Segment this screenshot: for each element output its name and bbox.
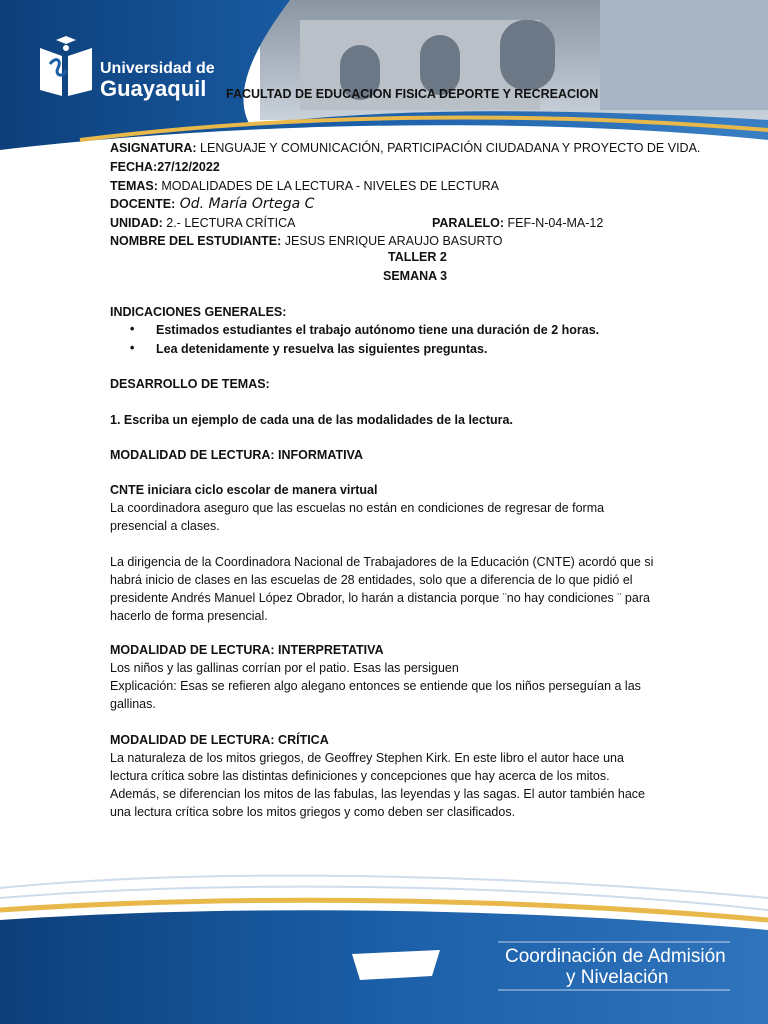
indicacion-item-1: Estimados estudiantes el trabajo autónomo tiene una duración de 2 horas. — [156, 323, 600, 337]
critica-line2: lectura crítica sobre las distintas definiciones y concepciones que hay acerca de los mitos. — [110, 769, 610, 783]
informativa-p2-line2: habrá inicio de clases en las escuelas de 28 entidades, solo que a diferencia de lo que pidió el — [110, 573, 633, 587]
indicacion-bullet-1: • — [130, 322, 135, 336]
logo-text-line2: Guayaquil — [100, 76, 207, 101]
semana-title: SEMANA 3 — [383, 269, 448, 283]
informativa-title: MODALIDAD DE LECTURA: INFORMATIVA — [110, 448, 363, 462]
paralelo-label: PARALELO: — [432, 216, 504, 230]
unidad-value: 2.- LECTURA CRÍTICA — [162, 216, 296, 230]
informativa-p2-line3: presidente Andrés Manuel López Obrador, lo harán a distancia porque ¨no hay condiciones ¨ para — [110, 591, 650, 605]
estudiante-value: JESUS ENRIQUE ARAUJO BASURTO — [281, 234, 503, 248]
paralelo-line — [432, 215, 603, 231]
unidad-line — [110, 215, 295, 231]
estudiante-label: NOMBRE DEL ESTUDIANTE: — [110, 234, 282, 248]
interpretativa-line3: gallinas. — [110, 697, 156, 711]
informativa-p2-line4: hacerlo de forma presencial. — [110, 609, 268, 623]
critica-line3: Además, se diferencian los mitos de las fabulas, las leyendas y las sagas. El autor también hace — [110, 787, 646, 801]
unidad-label: UNIDAD: — [110, 216, 163, 230]
informativa-p2-line1: La dirigencia de la Coordinadora Nacional de Trabajadores de la Educación (CNTE) acordó que si — [110, 555, 654, 569]
informativa-p1-line1: La coordinadora aseguro que las escuelas no están en condiciones de regresar de forma — [110, 501, 605, 515]
asignatura-label: ASIGNATURA: — [110, 141, 197, 155]
temas-value: MODALIDADES DE LA LECTURA - NIVELES DE LECTURA — [157, 179, 499, 193]
paralelo-value: FEF-N-04-MA-12 — [504, 216, 604, 230]
informativa-p1-line2: presencial a clases. — [110, 519, 220, 533]
desarrollo-question: 1. Escriba un ejemplo de cada una de las modalidades de la lectura. — [110, 413, 513, 427]
footer-background — [0, 858, 768, 1024]
footer-coordination-line2: y Nivelación — [566, 967, 669, 988]
docente-value: Od. María Ortega C — [175, 196, 315, 212]
asignatura-line — [110, 140, 700, 156]
indicacion-item-2: Lea detenidamente y resuelva las siguientes preguntas. — [156, 342, 488, 356]
footer-banner — [0, 858, 768, 1024]
estudiante-line — [110, 233, 502, 249]
faculty-title: FACULTAD DE EDUCACION FISICA DEPORTE Y RECREACION — [226, 87, 599, 101]
desarrollo-title: DESARROLLO DE TEMAS: — [110, 377, 270, 391]
critica-line4: una lectura crítica sobre los mitos griegos y como deben ser clasificados. — [110, 805, 516, 819]
interpretativa-line1: Los niños y las gallinas corrían por el patio. Esas las persiguen — [110, 661, 459, 675]
informativa-headline: CNTE iniciara ciclo escolar de manera virtual — [110, 483, 378, 497]
critica-title: MODALIDAD DE LECTURA: CRÍTICA — [110, 733, 329, 747]
interpretativa-title: MODALIDAD DE LECTURA: INTERPRETATIVA — [110, 643, 384, 657]
university-logo-icon — [36, 34, 96, 100]
indicaciones-title: INDICACIONES GENERALES: — [110, 305, 287, 319]
temas-label: TEMAS: — [110, 179, 158, 193]
asignatura-value: LENGUAJE Y COMUNICACIÓN, PARTICIPACIÓN CIUDADANA Y PROYECTO DE VIDA. — [196, 141, 701, 155]
interpretativa-line2: Explicación: Esas se refieren algo alegano entonces se entiende que los niños perseguían a las — [110, 679, 641, 693]
temas-line — [110, 178, 499, 194]
taller-title: TALLER 2 — [388, 250, 447, 264]
fecha-line: FECHA:27/12/2022 — [110, 160, 220, 174]
critica-line1: La naturaleza de los mitos griegos, de Geoffrey Stephen Kirk. En este libro el autor hace una — [110, 751, 624, 765]
footer-coordination-line1: Coordinación de Admisión — [505, 946, 726, 967]
docente-line — [110, 196, 314, 212]
logo-text-line1: Universidad de — [100, 60, 215, 77]
indicacion-bullet-2: • — [130, 341, 135, 355]
docente-label: DOCENTE: — [110, 197, 176, 211]
